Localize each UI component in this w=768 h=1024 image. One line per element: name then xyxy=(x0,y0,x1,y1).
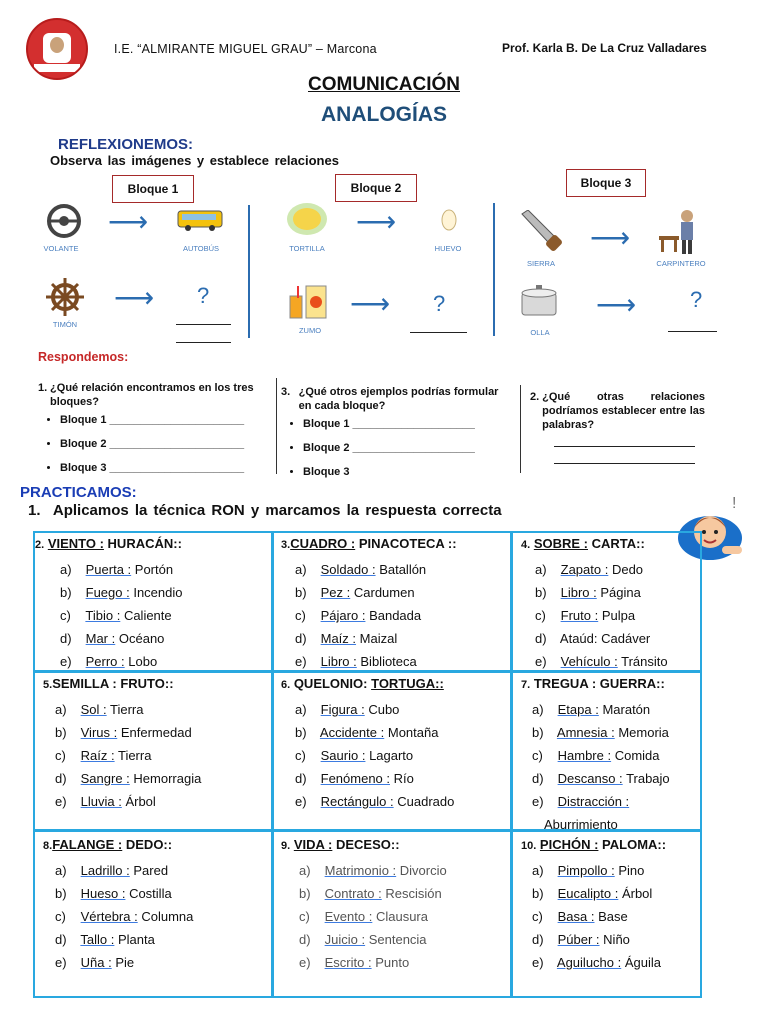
option-b[interactable]: b) Virus : Enfermedad xyxy=(55,725,192,740)
option-a[interactable]: a) Sol : Tierra xyxy=(55,702,144,717)
reflexionemos-title: REFLEXIONEMOS: xyxy=(58,136,194,153)
juice-icon xyxy=(287,282,331,322)
subject-title: COMUNICACIÓN xyxy=(308,74,460,95)
option-c[interactable]: c) Saurio : Lagarto xyxy=(295,748,414,763)
block-divider xyxy=(493,203,495,336)
option-d[interactable]: d) Ataúd: Cadáver xyxy=(535,631,651,646)
option-d[interactable]: d) Juicio : Sentencia xyxy=(299,932,427,947)
option-d[interactable]: d) Tallo : Planta xyxy=(55,932,155,947)
option-a[interactable]: a) Matrimonio : Divorcio xyxy=(299,863,447,878)
option-b[interactable]: b) Libro : Página xyxy=(535,585,641,600)
exercise-7: 7. TREGUA : GUERRA:: a) Etapa : Maratón b) Amnesia : Memoria c) Hambre : Comida d) Descanso : Trabajo e) Distracción : Aburrimiento xyxy=(521,676,670,836)
question-3: 3. ¿Qué otros ejemplos podrías formular en cada bloque? • Bloque 1 ____________________ • Bloque 2 ____________________ • Bloque 3 xyxy=(281,385,511,489)
practicamos-instruction: 1. Aplicamos la técnica RON y marcamos la respuesta correcta xyxy=(28,502,502,519)
option-e[interactable]: e) Escrito : Punto xyxy=(299,955,410,970)
professor-name: Prof. Karla B. De La Cruz Valladares xyxy=(502,41,707,55)
option-c[interactable]: c) Tibio : Caliente xyxy=(60,608,172,623)
question-mark: ? xyxy=(690,287,703,312)
carpenter-icon xyxy=(657,208,705,256)
option-b[interactable]: b) Amnesia : Memoria xyxy=(532,725,669,740)
block-1-label: Bloque 1 xyxy=(112,175,194,203)
block-divider xyxy=(248,205,250,338)
tortilla-icon xyxy=(285,200,329,238)
exercise-9: 9. VIDA : DECESO:: a) Matrimonio : Divorcio b) Contrato : Rescisión c) Evento : Clausura d) Juicio : Sentencia e) Escrito : Punto xyxy=(281,837,447,974)
q3-bloque-1: • Bloque 1 ____________________ xyxy=(303,417,511,431)
arrow-right-icon: ⟶ xyxy=(114,282,155,313)
q3-bloque-3: • Bloque 3 xyxy=(303,465,511,479)
answer-blank xyxy=(668,330,717,332)
option-d[interactable]: d) Maíz : Maizal xyxy=(295,631,398,646)
option-c[interactable]: c) Fruto : Pulpa xyxy=(535,608,636,623)
answer-blank xyxy=(176,341,231,343)
ship-wheel-icon xyxy=(44,276,86,318)
label-sierra: SIERRA xyxy=(527,259,555,268)
respondemos-title: Respondemos: xyxy=(38,350,129,364)
question-mark: ? xyxy=(197,283,210,308)
option-a[interactable]: a) Soldado : Batallón xyxy=(295,562,427,577)
saw-icon xyxy=(518,210,564,254)
arrow-right-icon: ⟶ xyxy=(596,289,637,320)
school-name: I.E. “ALMIRANTE MIGUEL GRAU” – Marcona xyxy=(114,42,377,56)
school-logo xyxy=(26,18,88,80)
option-d[interactable]: d) Sangre : Hemorragia xyxy=(55,771,202,786)
option-a[interactable]: a) Zapato : Dedo xyxy=(535,562,644,577)
option-c[interactable]: c) Evento : Clausura xyxy=(299,909,428,924)
answer-blank xyxy=(554,462,695,464)
exercise-6: 6. QUELONIO: TORTUGA:: a) Figura : Cubo b) Accidente : Montaña c) Saurio : Lagarto d) Fenómeno : Río e) Rectángulo : Cuadrado xyxy=(281,676,454,813)
q3-bloque-2: • Bloque 2 ____________________ xyxy=(303,441,511,455)
arrow-right-icon: ⟶ xyxy=(350,288,391,319)
arrow-right-icon: ⟶ xyxy=(108,206,149,237)
option-e-continued: Aburrimiento xyxy=(544,817,618,832)
option-c[interactable]: c) Vértebra : Columna xyxy=(55,909,194,924)
option-e[interactable]: e) Perro : Lobo xyxy=(60,654,158,669)
option-c[interactable]: c) Raíz : Tierra xyxy=(55,748,152,763)
option-d[interactable]: d) Púber : Niño xyxy=(532,932,630,947)
question-divider xyxy=(276,378,277,474)
option-d[interactable]: d) Mar : Océano xyxy=(60,631,165,646)
option-a[interactable]: a) Pimpollo : Pino xyxy=(532,863,645,878)
reflexionemos-instruction: Observa las imágenes y establece relaciones xyxy=(50,153,339,168)
option-d[interactable]: d) Descanso : Trabajo xyxy=(532,771,670,786)
svg-text:!: ! xyxy=(732,495,737,512)
grid-line xyxy=(271,531,274,998)
exercise-5: 5.SEMILLA : FRUTO:: a) Sol : Tierra b) Virus : Enfermedad c) Raíz : Tierra d) Sangre : Hemorragia e) Lluvia : Árbol xyxy=(43,676,201,813)
label-olla: OLLA xyxy=(530,328,550,337)
option-c[interactable]: c) Basa : Base xyxy=(532,909,628,924)
option-b[interactable]: b) Pez : Cardumen xyxy=(295,585,415,600)
question-divider xyxy=(520,385,521,473)
exercise-8: 8.FALANGE : DEDO:: a) Ladrillo : Pared b) Hueso : Costilla c) Vértebra : Columna d) Tallo : Planta e) Uña : Pie xyxy=(43,837,193,974)
question-2: 2. ¿Qué otras relaciones podríamos establecer entre las palabras? xyxy=(530,391,705,431)
q1-bloque-1: • Bloque 1 ______________________ xyxy=(60,413,270,427)
option-e[interactable]: e) Vehículo : Tránsito xyxy=(535,654,668,669)
bus-icon xyxy=(176,208,226,232)
option-c[interactable]: c) Pájaro : Bandada xyxy=(295,608,422,623)
practicamos-title: PRACTICAMOS: xyxy=(20,484,137,501)
option-a[interactable]: a) Etapa : Maratón xyxy=(532,702,651,717)
option-e[interactable]: e) Distracción : xyxy=(532,794,630,809)
option-a[interactable]: a) Ladrillo : Pared xyxy=(55,863,169,878)
answer-blank xyxy=(176,323,231,325)
egg-icon xyxy=(440,208,458,232)
label-carpintero: CARPINTERO xyxy=(656,259,706,268)
label-volante: VOLANTE xyxy=(43,244,79,253)
exercise-2: 2. VIENTO : HURACÁN:: a) Puerta : Portón b) Fuego : Incendio c) Tibio : Caliente d) Mar : Océano e) Perro : Lobo xyxy=(35,536,183,673)
option-c[interactable]: c) Hambre : Comida xyxy=(532,748,660,763)
steering-wheel-icon xyxy=(44,203,84,239)
option-e[interactable]: e) Uña : Pie xyxy=(55,955,135,970)
answer-blank xyxy=(554,445,695,447)
topic-title: ANALOGÍAS xyxy=(321,103,447,126)
option-b[interactable]: b) Accidente : Montaña xyxy=(295,725,439,740)
option-e[interactable]: e) Libro : Biblioteca xyxy=(295,654,417,669)
exercise-3: 3.CUADRO : PINACOTECA :: a) Soldado : Batallón b) Pez : Cardumen c) Pájaro : Bandada d) Maíz : Maizal e) Libro : Biblioteca xyxy=(281,536,457,673)
grid-line xyxy=(510,531,513,998)
block-2-label: Bloque 2 xyxy=(335,174,417,202)
block-3-label: Bloque 3 xyxy=(566,169,646,197)
question-mark: ? xyxy=(433,291,446,316)
pot-icon xyxy=(517,283,561,321)
exercise-10: 10. PICHÓN : PALOMA:: a) Pimpollo : Pino b) Eucalipto : Árbol c) Basa : Base d) Púber : Niño e) Aguilucho : Águila xyxy=(521,837,666,974)
arrow-right-icon: ⟶ xyxy=(590,222,631,253)
option-b[interactable]: b) Contrato : Rescisión xyxy=(299,886,442,901)
q1-bloque-3: • Bloque 3 ______________________ xyxy=(60,461,270,475)
option-b[interactable]: b) Eucalipto : Árbol xyxy=(532,886,653,901)
option-b[interactable]: b) Fuego : Incendio xyxy=(60,585,183,600)
question-1: 1. ¿Qué relación encontramos en los tres bloques? • Bloque 1 ______________________ • Bloque 2 ______________________ • Bloque 3 ______________________ xyxy=(38,381,270,485)
q1-bloque-2: • Bloque 2 ______________________ xyxy=(60,437,270,451)
option-a[interactable]: a) Puerta : Portón xyxy=(60,562,174,577)
option-e[interactable]: e) Aguilucho : Águila xyxy=(532,955,661,970)
label-autobus: AUTOBÚS xyxy=(182,244,220,253)
label-zumo: ZUMO xyxy=(298,326,322,335)
option-e[interactable]: e) Lluvia : Árbol xyxy=(55,794,156,809)
option-a[interactable]: a) Figura : Cubo xyxy=(295,702,400,717)
option-b[interactable]: b) Hueso : Costilla xyxy=(55,886,172,901)
arrow-right-icon: ⟶ xyxy=(356,206,397,237)
exercise-4: 4. SOBRE : CARTA:: a) Zapato : Dedo b) Libro : Página c) Fruto : Pulpa d) Ataúd: Cadáver e) Vehículo : Tránsito xyxy=(521,536,668,673)
label-tortilla: TORTILLA xyxy=(289,244,325,253)
option-e[interactable]: e) Rectángulo : Cuadrado xyxy=(295,794,455,809)
label-timon: TIMÓN xyxy=(52,320,78,329)
label-huevo: HUEVO xyxy=(434,244,462,253)
option-d[interactable]: d) Fenómeno : Río xyxy=(295,771,414,786)
answer-blank xyxy=(410,331,467,333)
